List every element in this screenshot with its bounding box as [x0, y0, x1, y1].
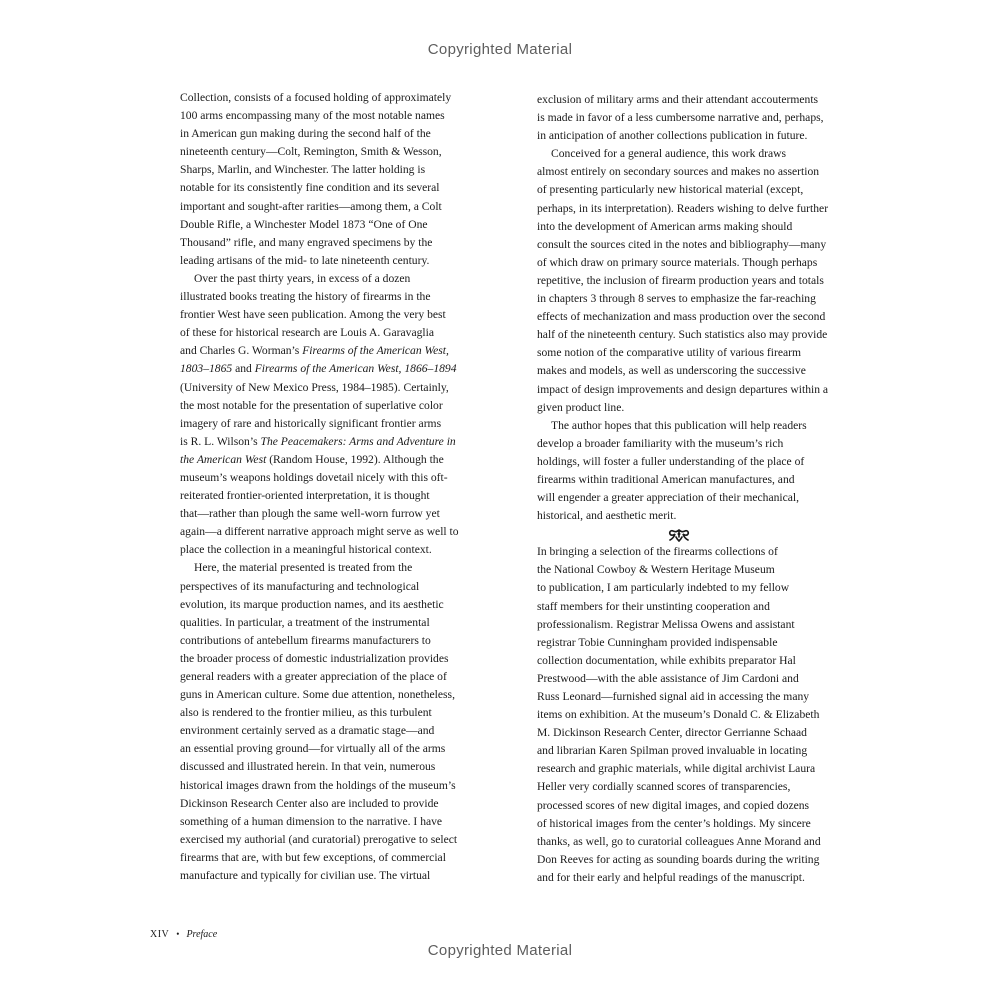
- text-line: [537, 435, 821, 453]
- text-segment: holdings, will foster a fuller understanding of the place of: [537, 454, 805, 468]
- text-line: [537, 163, 821, 181]
- running-section-title: Preface: [186, 929, 218, 940]
- text-line: [537, 344, 821, 362]
- page-footer: [150, 929, 217, 940]
- text-segment: half of the nineteenth century. Such statistics also may provide: [537, 328, 828, 342]
- text-segment: again—a different narrative approach might serve as well to: [180, 525, 459, 539]
- text-segment: of presenting particularly new historical material (except,: [537, 183, 804, 197]
- acknowledgments-paragraph: [537, 543, 821, 887]
- text-segment: In bringing a selection of the firearms collections of: [537, 545, 778, 559]
- text-line: [537, 797, 821, 815]
- italic-title-segment: 1803–1865: [180, 362, 233, 376]
- text-segment: processed scores of new digital images, and copied dozens: [537, 798, 810, 812]
- text-segment: and librarian Karen Spilman proved invaluable in locating: [537, 744, 808, 758]
- text-line: [180, 813, 464, 831]
- text-segment: (University of New Mexico Press, 1984–1985). Certainly,: [180, 380, 449, 394]
- text-line: [180, 523, 464, 541]
- text-segment: will engender a greater appreciation of their mechanical,: [537, 491, 800, 505]
- text-line: [180, 831, 464, 849]
- text-segment: the broader process of domestic industrialization provides: [180, 651, 449, 665]
- text-segment: 100 arms encompassing many of the most notable names: [180, 109, 445, 123]
- text-line: [180, 614, 464, 632]
- text-segment: historical images drawn from the holdings of the museum’s: [180, 778, 456, 792]
- text-line: [537, 778, 821, 796]
- text-line: [537, 670, 821, 688]
- text-segment: of these for historical research are Louis A. Garavaglia: [180, 326, 434, 340]
- text-line: [537, 724, 821, 742]
- text-segment: Here, the material presented is treated from the: [194, 561, 413, 575]
- text-line: [180, 306, 464, 324]
- text-line: [180, 469, 464, 487]
- text-line: [537, 145, 821, 163]
- text-line: [180, 758, 464, 776]
- text-line: [180, 541, 464, 559]
- text-segment: and Charles G. Worman’s: [180, 344, 303, 358]
- fleuron-ornament-icon: [537, 525, 821, 543]
- text-segment: of historical images from the center’s holdings. My sincere: [537, 816, 811, 830]
- text-segment: and for their early and helpful readings of the manuscript.: [537, 870, 805, 884]
- text-segment: given product line.: [537, 400, 625, 414]
- text-segment: makes and models, as well as underscoring the successive: [537, 364, 806, 378]
- text-segment: something of a human dimension to the narrative. I have: [180, 814, 443, 828]
- text-line: [180, 487, 464, 505]
- text-segment: environment certainly served as a dramatic stage—and: [180, 724, 435, 738]
- text-line: [180, 107, 464, 125]
- text-segment: (Random House, 1992). Although the: [266, 452, 444, 466]
- text-segment: exercised my authorial (and curatorial) prerogative to select: [180, 832, 458, 846]
- text-line: [537, 507, 821, 525]
- text-line: [537, 326, 828, 344]
- preface-paragraphs: [537, 91, 829, 525]
- text-line: [180, 397, 464, 415]
- text-line: [537, 742, 821, 760]
- text-segment: firearms that are, with but few exceptions, of commercial: [180, 850, 446, 864]
- text-segment: thanks, as well, go to curatorial colleagues Anne Morand and: [537, 834, 821, 848]
- text-segment: impact of design improvements and design departures within a: [537, 382, 829, 396]
- text-line: [537, 688, 821, 706]
- text-segment: perhaps, in its interpretation). Readers wishing to delve further: [537, 201, 829, 215]
- text-segment: Don Reeves for acting as sounding boards during the writing: [537, 852, 820, 866]
- text-line: [180, 125, 464, 143]
- text-line: [180, 686, 464, 704]
- text-segment: develop a broader familiarity with the museum’s rich: [537, 436, 784, 450]
- text-segment: in chapters 3 through 8 serves to emphasize the far-reaching: [537, 292, 816, 306]
- text-segment: in anticipation of another collections publication in future.: [537, 129, 808, 143]
- text-line: [537, 290, 821, 308]
- text-segment: historical, and aesthetic merit.: [537, 509, 677, 523]
- text-line: [537, 254, 821, 272]
- text-segment: is R. L. Wilson’s: [180, 434, 261, 448]
- text-line: [537, 399, 821, 417]
- text-segment: that—rather than plough the same well-worn furrow yet: [180, 507, 440, 521]
- text-segment: place the collection in a meaningful historical context.: [180, 543, 432, 557]
- text-line: [537, 308, 826, 326]
- text-line: [180, 179, 464, 197]
- text-segment: museum’s weapons holdings dovetail nicely with this oft-: [180, 470, 448, 484]
- text-line: [537, 634, 821, 652]
- text-line: [180, 379, 464, 397]
- text-segment: qualities. In particular, a treatment of the instrumental: [180, 615, 430, 629]
- text-segment: items on exhibition. At the museum’s Donald C. & Elizabeth: [537, 708, 820, 722]
- text-line: [180, 216, 464, 234]
- text-segment: the National Cowboy & Western Heritage Museum: [537, 563, 775, 577]
- text-line: [180, 795, 464, 813]
- text-segment: notable for its consistently fine condition and its several: [180, 181, 440, 195]
- text-line: [180, 777, 464, 795]
- text-segment: M. Dickinson Research Center, director Gerrianne Schaad: [537, 726, 807, 740]
- text-segment: reiterated frontier-oriented interpretation, it is thought: [180, 489, 430, 503]
- text-line: [180, 270, 464, 288]
- italic-title-segment: Firearms of the American West,: [302, 344, 449, 358]
- copyright-watermark-top: Copyrighted Material: [427, 41, 573, 58]
- copyright-watermark-bottom: Copyrighted Material: [427, 942, 573, 959]
- text-segment: staff members for their unstinting cooperation and: [537, 599, 770, 613]
- text-segment: effects of mechanization and mass production over the second: [537, 310, 826, 324]
- text-segment: almost entirely on secondary sources and makes no assertion: [537, 165, 820, 179]
- text-line: [180, 722, 464, 740]
- italic-title-segment: Firearms of the American West, 1866–1894: [254, 362, 457, 376]
- text-line: [537, 471, 821, 489]
- text-segment: of which draw on primary source materials. Though perhaps: [537, 255, 818, 269]
- text-line: [180, 596, 464, 614]
- text-line: [537, 598, 821, 616]
- text-segment: in American gun making during the second half of the: [180, 127, 431, 141]
- text-segment: research and graphic materials, while digital archivist Laura: [537, 762, 816, 776]
- text-line: [537, 453, 821, 471]
- footer-separator: •: [176, 929, 180, 939]
- text-segment: important and sought-after rarities—among them, a Colt: [180, 199, 442, 213]
- text-segment: guns in American culture. Some due attention, nonetheless,: [180, 688, 455, 702]
- text-line: [180, 849, 464, 867]
- text-line: [537, 91, 821, 109]
- text-segment: registrar Tobie Cunningham provided indispensable: [537, 635, 778, 649]
- text-line: [537, 616, 821, 634]
- text-segment: some notion of the comparative utility of various firearm: [537, 346, 802, 360]
- text-line: [180, 578, 464, 596]
- text-segment: firearms within traditional American manufactures, and: [537, 472, 795, 486]
- text-line: [537, 362, 821, 380]
- text-line: [180, 650, 464, 668]
- text-segment: the most notable for the presentation of superlative color: [180, 398, 443, 412]
- text-line: [180, 324, 464, 342]
- text-segment: manufacture and typically for civilian use. The virtual: [180, 869, 431, 883]
- text-line: [537, 579, 821, 597]
- text-line: [180, 668, 464, 686]
- text-line: [180, 288, 464, 306]
- text-segment: also is rendered to the frontier milieu, as this turbulent: [180, 706, 432, 720]
- italic-title-segment: The Peacemakers: Arms and Adventure in: [260, 434, 456, 448]
- text-line: [180, 342, 464, 360]
- text-segment: exclusion of military arms and their attendant accouterments: [537, 93, 819, 106]
- text-line: [180, 505, 464, 523]
- text-line: [180, 867, 464, 885]
- text-segment: nineteenth century—Colt, Remington, Smith & Wesson,: [180, 145, 442, 159]
- text-line: [537, 815, 821, 833]
- text-segment: imagery of rare and historically significant frontier arms: [180, 416, 442, 430]
- text-line: [180, 198, 464, 216]
- text-segment: Collection, consists of a focused holding of approximately: [180, 91, 452, 104]
- text-line: [537, 652, 821, 670]
- text-segment: Thousand” rifle, and many engraved specimens by the: [180, 235, 433, 249]
- text-segment: frontier West have seen publication. Among the very best: [180, 308, 446, 322]
- text-line: [180, 433, 464, 451]
- text-segment: consult the sources cited in the notes and bibliography—many: [537, 237, 827, 251]
- text-line: [537, 417, 821, 435]
- text-segment: illustrated books treating the history of firearms in the: [180, 290, 431, 304]
- text-segment: Conceived for a general audience, this work draws: [551, 147, 787, 161]
- text-segment: an essential proving ground—for virtually all of the arms: [180, 742, 446, 756]
- text-line: [180, 704, 464, 722]
- text-line: [537, 851, 821, 869]
- text-line: [180, 161, 464, 179]
- text-line: [537, 561, 821, 579]
- text-segment: professionalism. Registrar Melissa Owens and assistant: [537, 617, 795, 631]
- text-line: [180, 234, 464, 252]
- text-line: [537, 760, 821, 778]
- text-segment: Double Rifle, a Winchester Model 1873 “One of One: [180, 217, 428, 231]
- text-line: [180, 632, 464, 650]
- right-text-column: [537, 91, 829, 887]
- text-segment: Dickinson Research Center also are included to provide: [180, 796, 439, 810]
- text-line: [180, 451, 464, 469]
- text-line: [180, 360, 464, 378]
- text-segment: perspectives of its manufacturing and technological: [180, 579, 420, 593]
- text-line: [180, 143, 464, 161]
- text-line: [537, 706, 821, 724]
- text-line: [180, 252, 464, 270]
- text-segment: is made in favor of a less cumbersome narrative and, perhaps,: [537, 111, 824, 125]
- italic-title-segment: the American West: [180, 452, 267, 466]
- text-segment: discussed and illustrated herein. In that vein, numerous: [180, 760, 436, 774]
- text-line: [537, 181, 821, 199]
- text-segment: leading artisans of the mid- to late nineteenth century.: [180, 253, 430, 267]
- page-number: XIV: [150, 929, 170, 940]
- text-line: [537, 200, 829, 218]
- left-text-column: [180, 89, 464, 885]
- text-segment: evolution, its marque production names, and its aesthetic: [180, 597, 444, 611]
- text-segment: to publication, I am particularly indebted to my fellow: [537, 581, 790, 595]
- text-line: [537, 127, 821, 145]
- text-segment: repetitive, the inclusion of firearm production years and totals: [537, 273, 824, 287]
- text-line: [180, 559, 464, 577]
- text-line: [180, 89, 464, 107]
- text-segment: Prestwood—with the able assistance of Jim Cardoni and: [537, 671, 799, 685]
- text-segment: The author hopes that this publication will help readers: [551, 418, 807, 432]
- text-segment: Russ Leonard—furnished signal aid in accessing the many: [537, 690, 810, 703]
- text-line: [180, 740, 464, 758]
- text-segment: general readers with a greater appreciation of the place of: [180, 670, 447, 683]
- text-segment: into the development of American arms making should: [537, 219, 793, 233]
- text-line: [537, 869, 821, 887]
- text-line: [537, 272, 824, 290]
- text-line: [537, 381, 829, 399]
- text-segment: Sharps, Marlin, and Winchester. The latter holding is: [180, 163, 426, 177]
- text-segment: Heller very cordially scanned scores of transparencies,: [537, 780, 791, 794]
- text-segment: and: [232, 362, 255, 376]
- text-line: [537, 236, 827, 254]
- text-line: [537, 489, 821, 507]
- text-line: [537, 218, 821, 236]
- text-segment: collection documentation, while exhibits preparator Hal: [537, 653, 796, 667]
- text-segment: Over the past thirty years, in excess of a dozen: [194, 271, 411, 285]
- text-line: [537, 109, 824, 127]
- text-line: [537, 833, 821, 851]
- text-segment: contributions of antebellum firearms manufacturers to: [180, 633, 431, 647]
- text-line: [537, 543, 821, 561]
- text-line: [180, 415, 464, 433]
